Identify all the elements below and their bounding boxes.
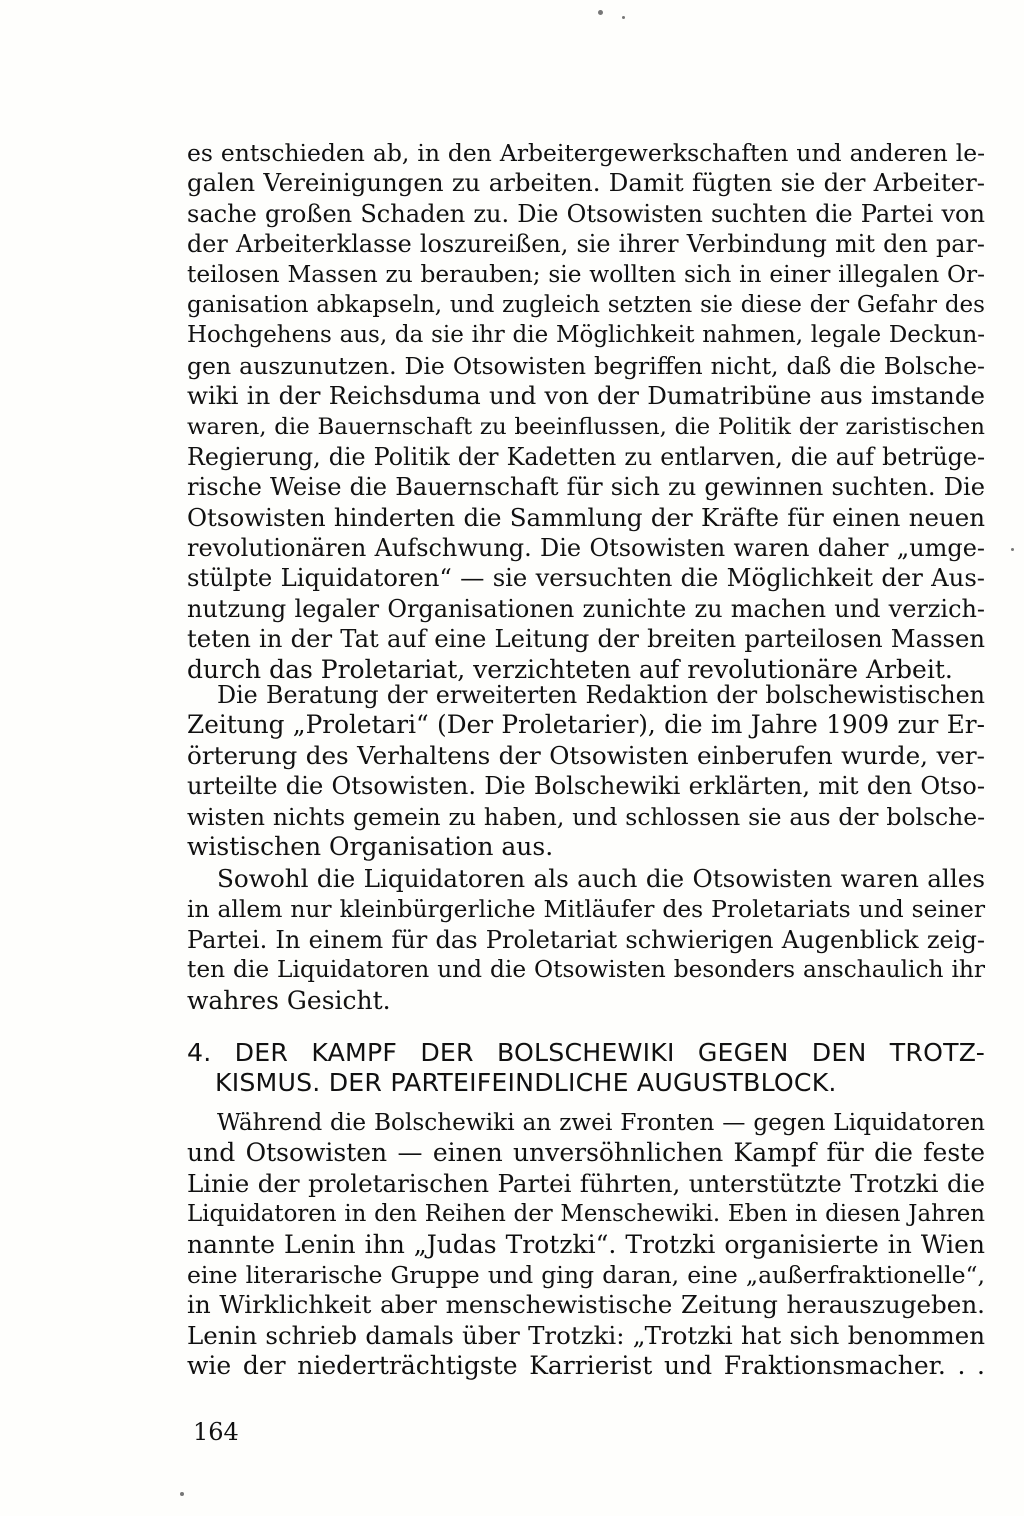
text-line: wie der niederträchtigste Karrierist und Fraktionsmacher. . . bbox=[187, 1351, 985, 1381]
text-line: und Otsowisten — einen unversöhnlichen Kampf für die feste bbox=[187, 1138, 985, 1168]
text-line: revolutionären Aufschwung. Die Otsowisten waren daher „umge- bbox=[187, 534, 985, 563]
text-line: waren, die Bauernschaft zu beeinflussen, die Politik der zaristischen bbox=[187, 413, 985, 440]
text-line: Sowohl die Liquidatoren als auch die Otsowisten waren alles bbox=[217, 864, 985, 893]
heading-line: 4. DER KAMPF DER BOLSCHEWIKI GEGEN DEN TROTZ- bbox=[187, 1038, 985, 1067]
text-line: gen auszunutzen. Die Otsowisten begriffen nicht, daß die Bolsche- bbox=[187, 351, 985, 380]
section-heading bbox=[187, 1038, 985, 1098]
text-line: es entschieden ab, in den Arbeitergewerkschaften und anderen le- bbox=[187, 139, 985, 167]
ink-speck bbox=[622, 16, 625, 19]
text-line: urteilte die Otsowisten. Die Bolschewiki erklärten, mit den Otso- bbox=[187, 772, 985, 801]
ink-speck bbox=[1011, 548, 1014, 551]
text-line: wistischen Organisation aus. bbox=[187, 831, 554, 861]
text-line: wahres Gesicht. bbox=[187, 985, 391, 1015]
text-line: in Wirklichkeit aber menschewistische Zeitung herauszugeben. bbox=[187, 1290, 985, 1320]
paragraph-3 bbox=[187, 864, 985, 1016]
text-line: durch das Proletariat, verzichteten auf revolutionäre Arbeit. bbox=[187, 654, 953, 684]
text-line: sache großen Schaden zu. Die Otsowisten suchten die Partei von bbox=[187, 199, 985, 228]
text-line: Partei. In einem für das Proletariat schwierigen Augenblick zeig- bbox=[187, 925, 985, 954]
text-line: Die Beratung der erweiterten Redaktion der bolschewistischen bbox=[217, 681, 985, 709]
paragraph-2 bbox=[187, 680, 985, 862]
ink-speck bbox=[598, 10, 603, 15]
text-line: Zeitung „Proletari“ (Der Proletarier), die im Jahre 1909 zur Er- bbox=[187, 710, 985, 740]
page-number: 164 bbox=[193, 1418, 239, 1446]
text-line: nutzung legaler Organisationen zunichte zu machen und verzich- bbox=[187, 594, 985, 623]
text-line: Hochgehens aus, da sie ihr die Möglichkeit nahmen, legale Deckun- bbox=[187, 322, 985, 349]
text-line: wiki in der Reichsduma und von der Dumatribüne aus imstande bbox=[187, 381, 985, 411]
text-line: galen Vereinigungen zu arbeiten. Damit fügten sie der Arbeiter- bbox=[187, 168, 985, 198]
text-line: Während die Bolschewiki an zwei Fronten — gegen Liquidatoren bbox=[217, 1109, 985, 1136]
ink-speck bbox=[180, 1492, 184, 1496]
text-line: nannte Lenin ihn „Judas Trotzki“. Trotzki organisierte in Wien bbox=[187, 1229, 985, 1259]
text-line: ten die Liquidatoren und die Otsowisten besonders anschaulich ihr bbox=[187, 956, 985, 984]
text-line: teten in der Tat auf eine Leitung der breiten parteilosen Massen bbox=[187, 624, 985, 654]
text-line: rische Weise die Bauernschaft für sich zu gewinnen suchten. Die bbox=[187, 473, 985, 502]
text-line: in allem nur kleinbürgerliche Mitläufer des Proletariats und seiner bbox=[187, 895, 985, 924]
text-line: der Arbeiterklasse loszureißen, sie ihrer Verbindung mit den par- bbox=[187, 230, 985, 259]
heading-line: KISMUS. DER PARTEIFEINDLICHE AUGUSTBLOCK. bbox=[215, 1068, 837, 1097]
text-line: Otsowisten hinderten die Sammlung der Kräfte für einen neuen bbox=[187, 502, 985, 532]
text-line: Linie der proletarischen Partei führten, unterstützte Trotzki die bbox=[187, 1168, 985, 1198]
paragraph-1 bbox=[187, 138, 985, 685]
text-line: teilosen Massen zu berauben; sie wollten sich in einer illegalen Or- bbox=[187, 260, 985, 288]
text-line: Regierung, die Politik der Kadetten zu entlarven, die auf betrüge- bbox=[187, 442, 985, 471]
text-line: Lenin schrieb damals über Trotzki: „Trotzki hat sich benommen bbox=[187, 1320, 985, 1350]
text-line: eine literarische Gruppe und ging daran, eine „außerfraktionelle“, bbox=[187, 1260, 985, 1289]
paragraph-4 bbox=[187, 1108, 985, 1382]
text-line: örterung des Verhaltens der Otsowisten einberufen wurde, ver- bbox=[187, 740, 985, 770]
text-line: stülpte Liquidatoren“ — sie versuchten die Möglichkeit der Aus- bbox=[187, 563, 985, 593]
text-line: Liquidatoren in den Reihen der Menschewiki. Eben in diesen Jahren bbox=[187, 1201, 985, 1228]
text-line: ganisation abkapseln, und zugleich setzten sie diese der Gefahr des bbox=[187, 291, 985, 318]
text-line: wisten nichts gemein zu haben, und schlossen sie aus der bolsche- bbox=[187, 802, 985, 831]
